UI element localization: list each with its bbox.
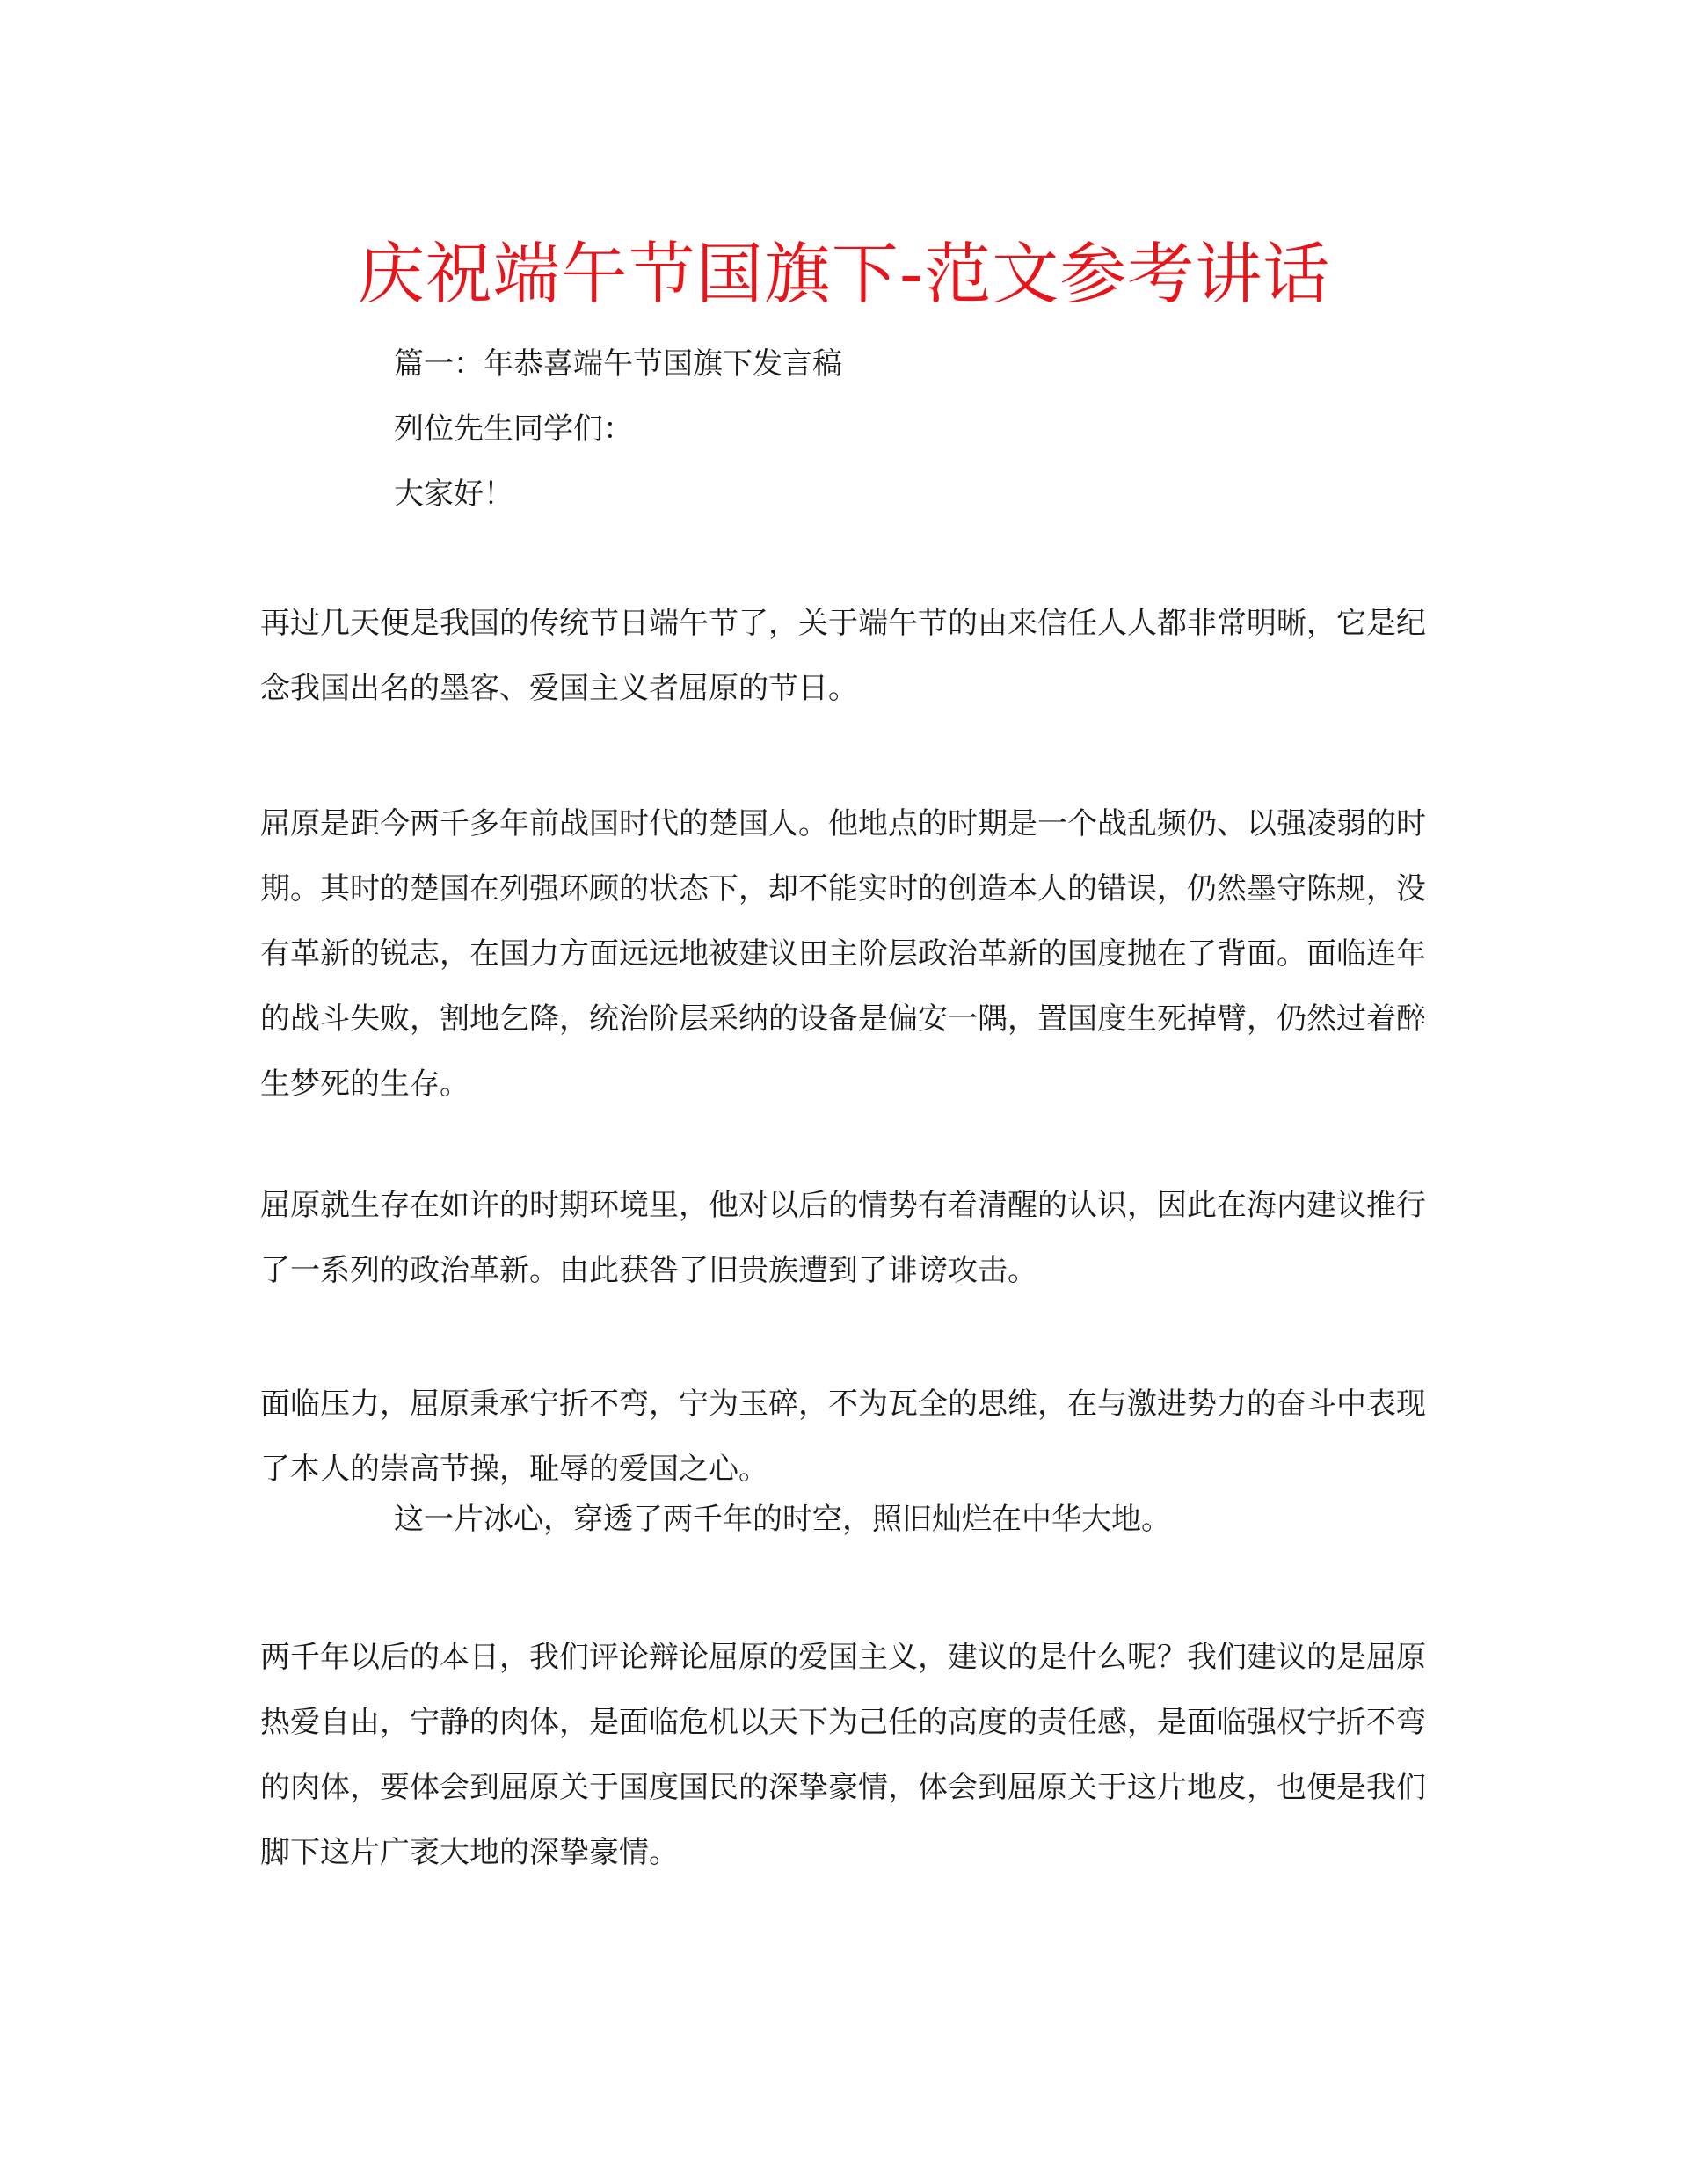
subtitle: 篇一：年恭喜端午节国旗下发言稿 — [394, 346, 842, 382]
paragraph-4: 面临压力，屈原秉承宁折不弯，宁为玉碎，不为瓦全的思维，在与激进势力的奋斗中表现了本人的崇高节操，耻辱的爱国之心。 — [260, 1387, 1426, 1487]
salutation: 列位先生同学们： — [394, 411, 633, 447]
paragraph-3: 屈原就生存在如许的时期环境里，他对以后的情势有着清醒的认识，因此在海内建议推行了一系列的政治革新。由此获咎了旧贵族遭到了诽谤攻击。 — [260, 1188, 1426, 1288]
greeting: 大家好！ — [394, 477, 513, 512]
paragraph-2: 屈原是距今两千多年前战国时代的楚国人。他地点的时期是一个战乱频仍、以强凌弱的时期。其时的楚国在列强环顾的状态下，却不能实时的创造本人的错误，仍然墨守陈规，没有革新的锐志，在国力方面远远地被建议田主阶层政治革新的国度抛在了背面。面临连年的战斗失败，割地乞降，统治阶层采纳的设备是偏安一隅，置国度生死掉臂，仍然过着醉生梦死的生存。 — [260, 806, 1426, 1102]
indented-line: 这一片冰心，穿透了两千年的时空，照旧灿烂在中华大地。 — [394, 1502, 1171, 1537]
document-title: 庆祝端午节国旗下-范文参考讲话 — [357, 235, 1331, 313]
paragraph-1: 再过几天便是我国的传统节日端午节了，关于端午节的由来信任人人都非常明晰，它是纪念我国出名的墨客、爱国主义者屈原的节日。 — [260, 606, 1426, 706]
paragraph-5: 两千年以后的本日，我们评论辩论屈原的爱国主义，建议的是什么呢？我们建议的是屈原热爱自由，宁静的肉体，是面临危机以天下为己任的高度的责任感，是面临强权宁折不弯的肉体，要体会到屈原关于国度国民的深挚豪情，体会到屈原关于这片地皮，也便是我们脚下这片广袤大地的深挚豪情。 — [260, 1640, 1426, 1870]
